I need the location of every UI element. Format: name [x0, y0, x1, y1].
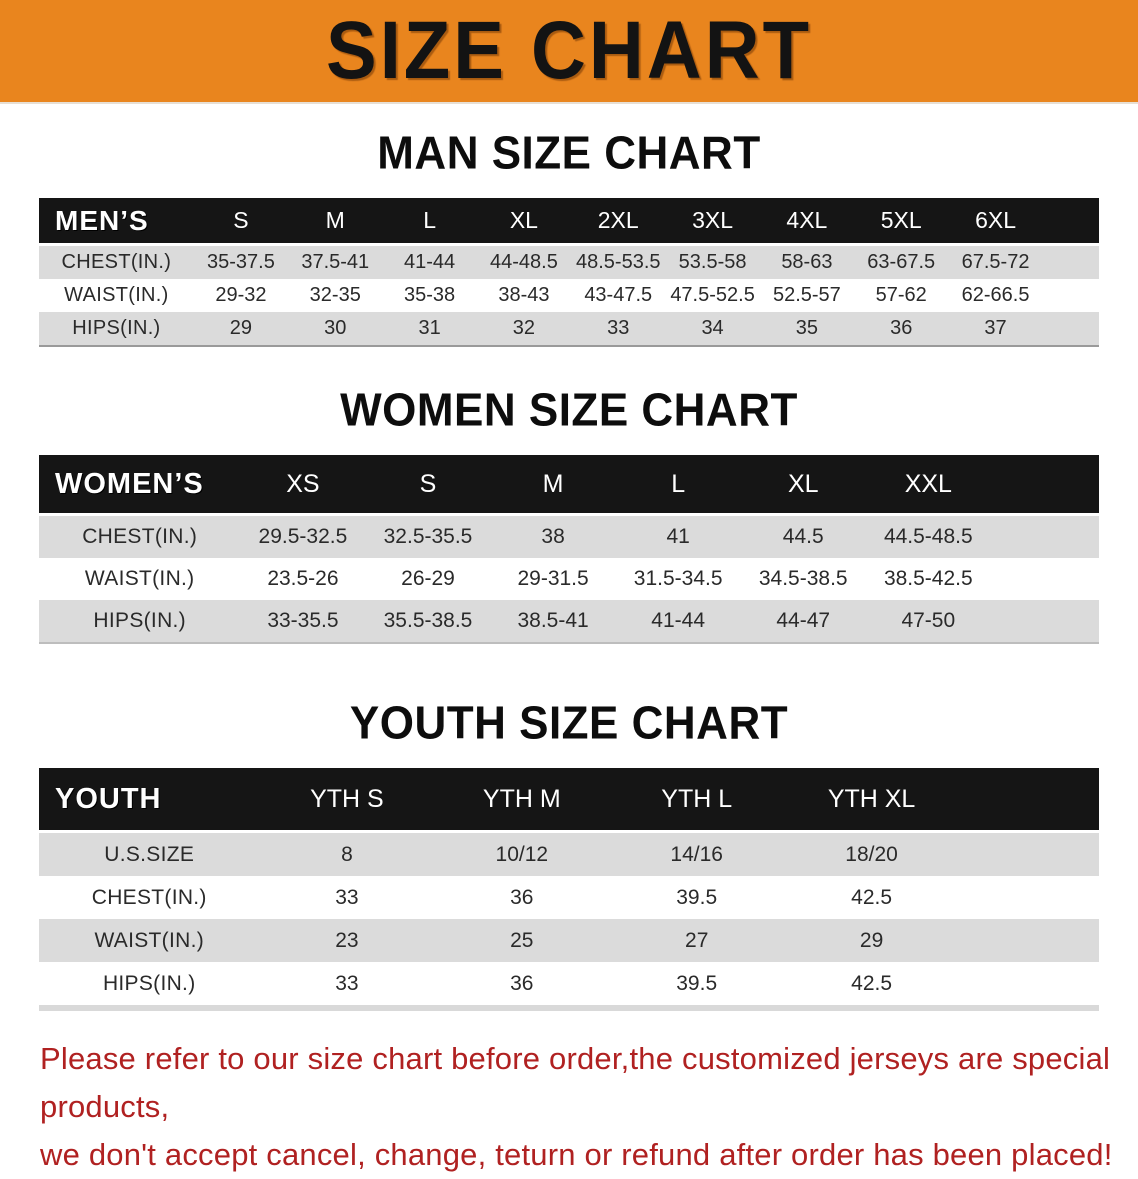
table-cell: 63-67.5: [854, 245, 948, 280]
table-cell: 37: [948, 312, 1042, 346]
table-row: [39, 245, 1099, 280]
table-cell: 41-44: [382, 245, 476, 280]
table-row: [39, 832, 1099, 877]
column-header: XL: [741, 455, 866, 515]
men-size-table: [39, 198, 1099, 347]
table-cell: 36: [854, 312, 948, 346]
table-cell: 62-66.5: [948, 279, 1042, 312]
table-cell: 14/16: [609, 832, 784, 877]
spacer-cell: [959, 832, 1099, 877]
table-row: [39, 919, 1099, 962]
table-row: [39, 312, 1099, 346]
table-cell: 44.5-48.5: [866, 515, 991, 559]
table-cell: 47-50: [866, 600, 991, 643]
table-row: [39, 600, 1099, 643]
spacer-cell: [991, 558, 1099, 600]
women-section-title: WOMEN SIZE CHART: [340, 384, 798, 437]
spacer-cell: [1043, 198, 1099, 245]
spacer-cell: [991, 515, 1099, 559]
size-chart-banner: [0, 0, 1138, 104]
table-cell: 25: [434, 919, 609, 962]
table-cell: 29-32: [194, 279, 288, 312]
women-section: [0, 384, 1138, 644]
table-cell: 44.5: [741, 515, 866, 559]
table-cell: 38.5-42.5: [866, 558, 991, 600]
spacer-cell: [1043, 312, 1099, 346]
column-header: 4XL: [760, 198, 854, 245]
column-header: XL: [477, 198, 571, 245]
table-cell: 18/20: [784, 832, 959, 877]
table-row: [39, 558, 1099, 600]
women-size-table: [39, 455, 1099, 644]
table-cell: 53.5-58: [665, 245, 759, 280]
table-cell: 57-62: [854, 279, 948, 312]
spacer-cell: [1043, 245, 1099, 280]
table-cell: 34.5-38.5: [741, 558, 866, 600]
table-cell: 35: [760, 312, 854, 346]
column-header: M: [288, 198, 382, 245]
table-cell: 35-38: [382, 279, 476, 312]
table-cell: 23: [259, 919, 434, 962]
policy-line-1: Please refer to our size chart before order,the customized jerseys are special products,: [40, 1041, 1111, 1124]
row-label: WAIST(IN.): [39, 558, 240, 600]
youth-section: [0, 697, 1138, 1011]
table-cell: 31: [382, 312, 476, 346]
men-section-title: MAN SIZE CHART: [377, 127, 761, 180]
table-cell: 33: [259, 876, 434, 919]
table-cell: 32: [477, 312, 571, 346]
table-cell: 52.5-57: [760, 279, 854, 312]
spacer-cell: [959, 962, 1099, 1008]
table-cell: 8: [259, 832, 434, 877]
spacer-cell: [991, 455, 1099, 515]
policy-line-2: we don't accept cancel, change, teturn or refund after order has been placed!: [40, 1137, 1113, 1172]
column-header: XXL: [866, 455, 991, 515]
table-cell: 33: [259, 962, 434, 1008]
men-section: [0, 127, 1138, 347]
table-row: [39, 962, 1099, 1008]
column-header: 5XL: [854, 198, 948, 245]
table-cell: 35-37.5: [194, 245, 288, 280]
table-cell: 33: [571, 312, 665, 346]
column-header: YTH L: [609, 768, 784, 832]
table-cell: 41: [616, 515, 741, 559]
table-cell: 41-44: [616, 600, 741, 643]
table-cell: 47.5-52.5: [665, 279, 759, 312]
table-cell: 38.5-41: [491, 600, 616, 643]
table-cell: 10/12: [434, 832, 609, 877]
column-header: L: [382, 198, 476, 245]
column-header: 3XL: [665, 198, 759, 245]
spacer-cell: [959, 919, 1099, 962]
table-cell: 36: [434, 962, 609, 1008]
table-cell: 38-43: [477, 279, 571, 312]
table-cell: 38: [491, 515, 616, 559]
row-label: CHEST(IN.): [39, 515, 240, 559]
table-cell: 48.5-53.5: [571, 245, 665, 280]
table-cell: 29.5-32.5: [240, 515, 365, 559]
column-header: S: [194, 198, 288, 245]
row-label: WAIST(IN.): [39, 919, 259, 962]
table-cell: 43-47.5: [571, 279, 665, 312]
column-header: YTH XL: [784, 768, 959, 832]
youth-header-row: [39, 768, 1099, 832]
column-header: 6XL: [948, 198, 1042, 245]
youth-section-title: YOUTH SIZE CHART: [349, 697, 789, 750]
row-label: HIPS(IN.): [39, 962, 259, 1008]
row-label: HIPS(IN.): [39, 600, 240, 643]
table-cell: 37.5-41: [288, 245, 382, 280]
table-cell: 26-29: [365, 558, 490, 600]
column-header: M: [491, 455, 616, 515]
row-label: HIPS(IN.): [39, 312, 194, 346]
table-cell: 44-47: [741, 600, 866, 643]
table-cell: 67.5-72: [948, 245, 1042, 280]
table-cell: 31.5-34.5: [616, 558, 741, 600]
youth-size-table: [39, 768, 1099, 1011]
row-label: CHEST(IN.): [39, 876, 259, 919]
spacer-cell: [959, 768, 1099, 832]
men-header-label: MEN’S: [39, 198, 194, 245]
order-policy-note: [0, 1035, 1138, 1179]
table-cell: 30: [288, 312, 382, 346]
table-row: [39, 876, 1099, 919]
table-cell: 39.5: [609, 876, 784, 919]
column-header: YTH S: [259, 768, 434, 832]
row-label: WAIST(IN.): [39, 279, 194, 312]
column-header: L: [616, 455, 741, 515]
row-label: U.S.SIZE: [39, 832, 259, 877]
table-cell: 32-35: [288, 279, 382, 312]
men-header-row: [39, 198, 1099, 245]
table-cell: 32.5-35.5: [365, 515, 490, 559]
table-cell: 29: [784, 919, 959, 962]
table-cell: 35.5-38.5: [365, 600, 490, 643]
women-header-row: [39, 455, 1099, 515]
table-cell: 36: [434, 876, 609, 919]
table-cell: 44-48.5: [477, 245, 571, 280]
table-cell: 39.5: [609, 962, 784, 1008]
table-row: [39, 279, 1099, 312]
spacer-cell: [1043, 279, 1099, 312]
banner-title: SIZE CHART: [326, 4, 812, 97]
column-header: 2XL: [571, 198, 665, 245]
table-cell: 23.5-26: [240, 558, 365, 600]
table-cell: 34: [665, 312, 759, 346]
table-cell: 42.5: [784, 962, 959, 1008]
table-cell: 27: [609, 919, 784, 962]
table-cell: 42.5: [784, 876, 959, 919]
youth-header-label: YOUTH: [39, 768, 259, 832]
table-cell: 29: [194, 312, 288, 346]
spacer-cell: [959, 876, 1099, 919]
table-cell: 33-35.5: [240, 600, 365, 643]
table-cell: 58-63: [760, 245, 854, 280]
spacer-cell: [991, 600, 1099, 643]
women-header-label: WOMEN’S: [39, 455, 240, 515]
column-header: XS: [240, 455, 365, 515]
table-cell: 29-31.5: [491, 558, 616, 600]
column-header: S: [365, 455, 490, 515]
column-header: YTH M: [434, 768, 609, 832]
table-row: [39, 515, 1099, 559]
row-label: CHEST(IN.): [39, 245, 194, 280]
